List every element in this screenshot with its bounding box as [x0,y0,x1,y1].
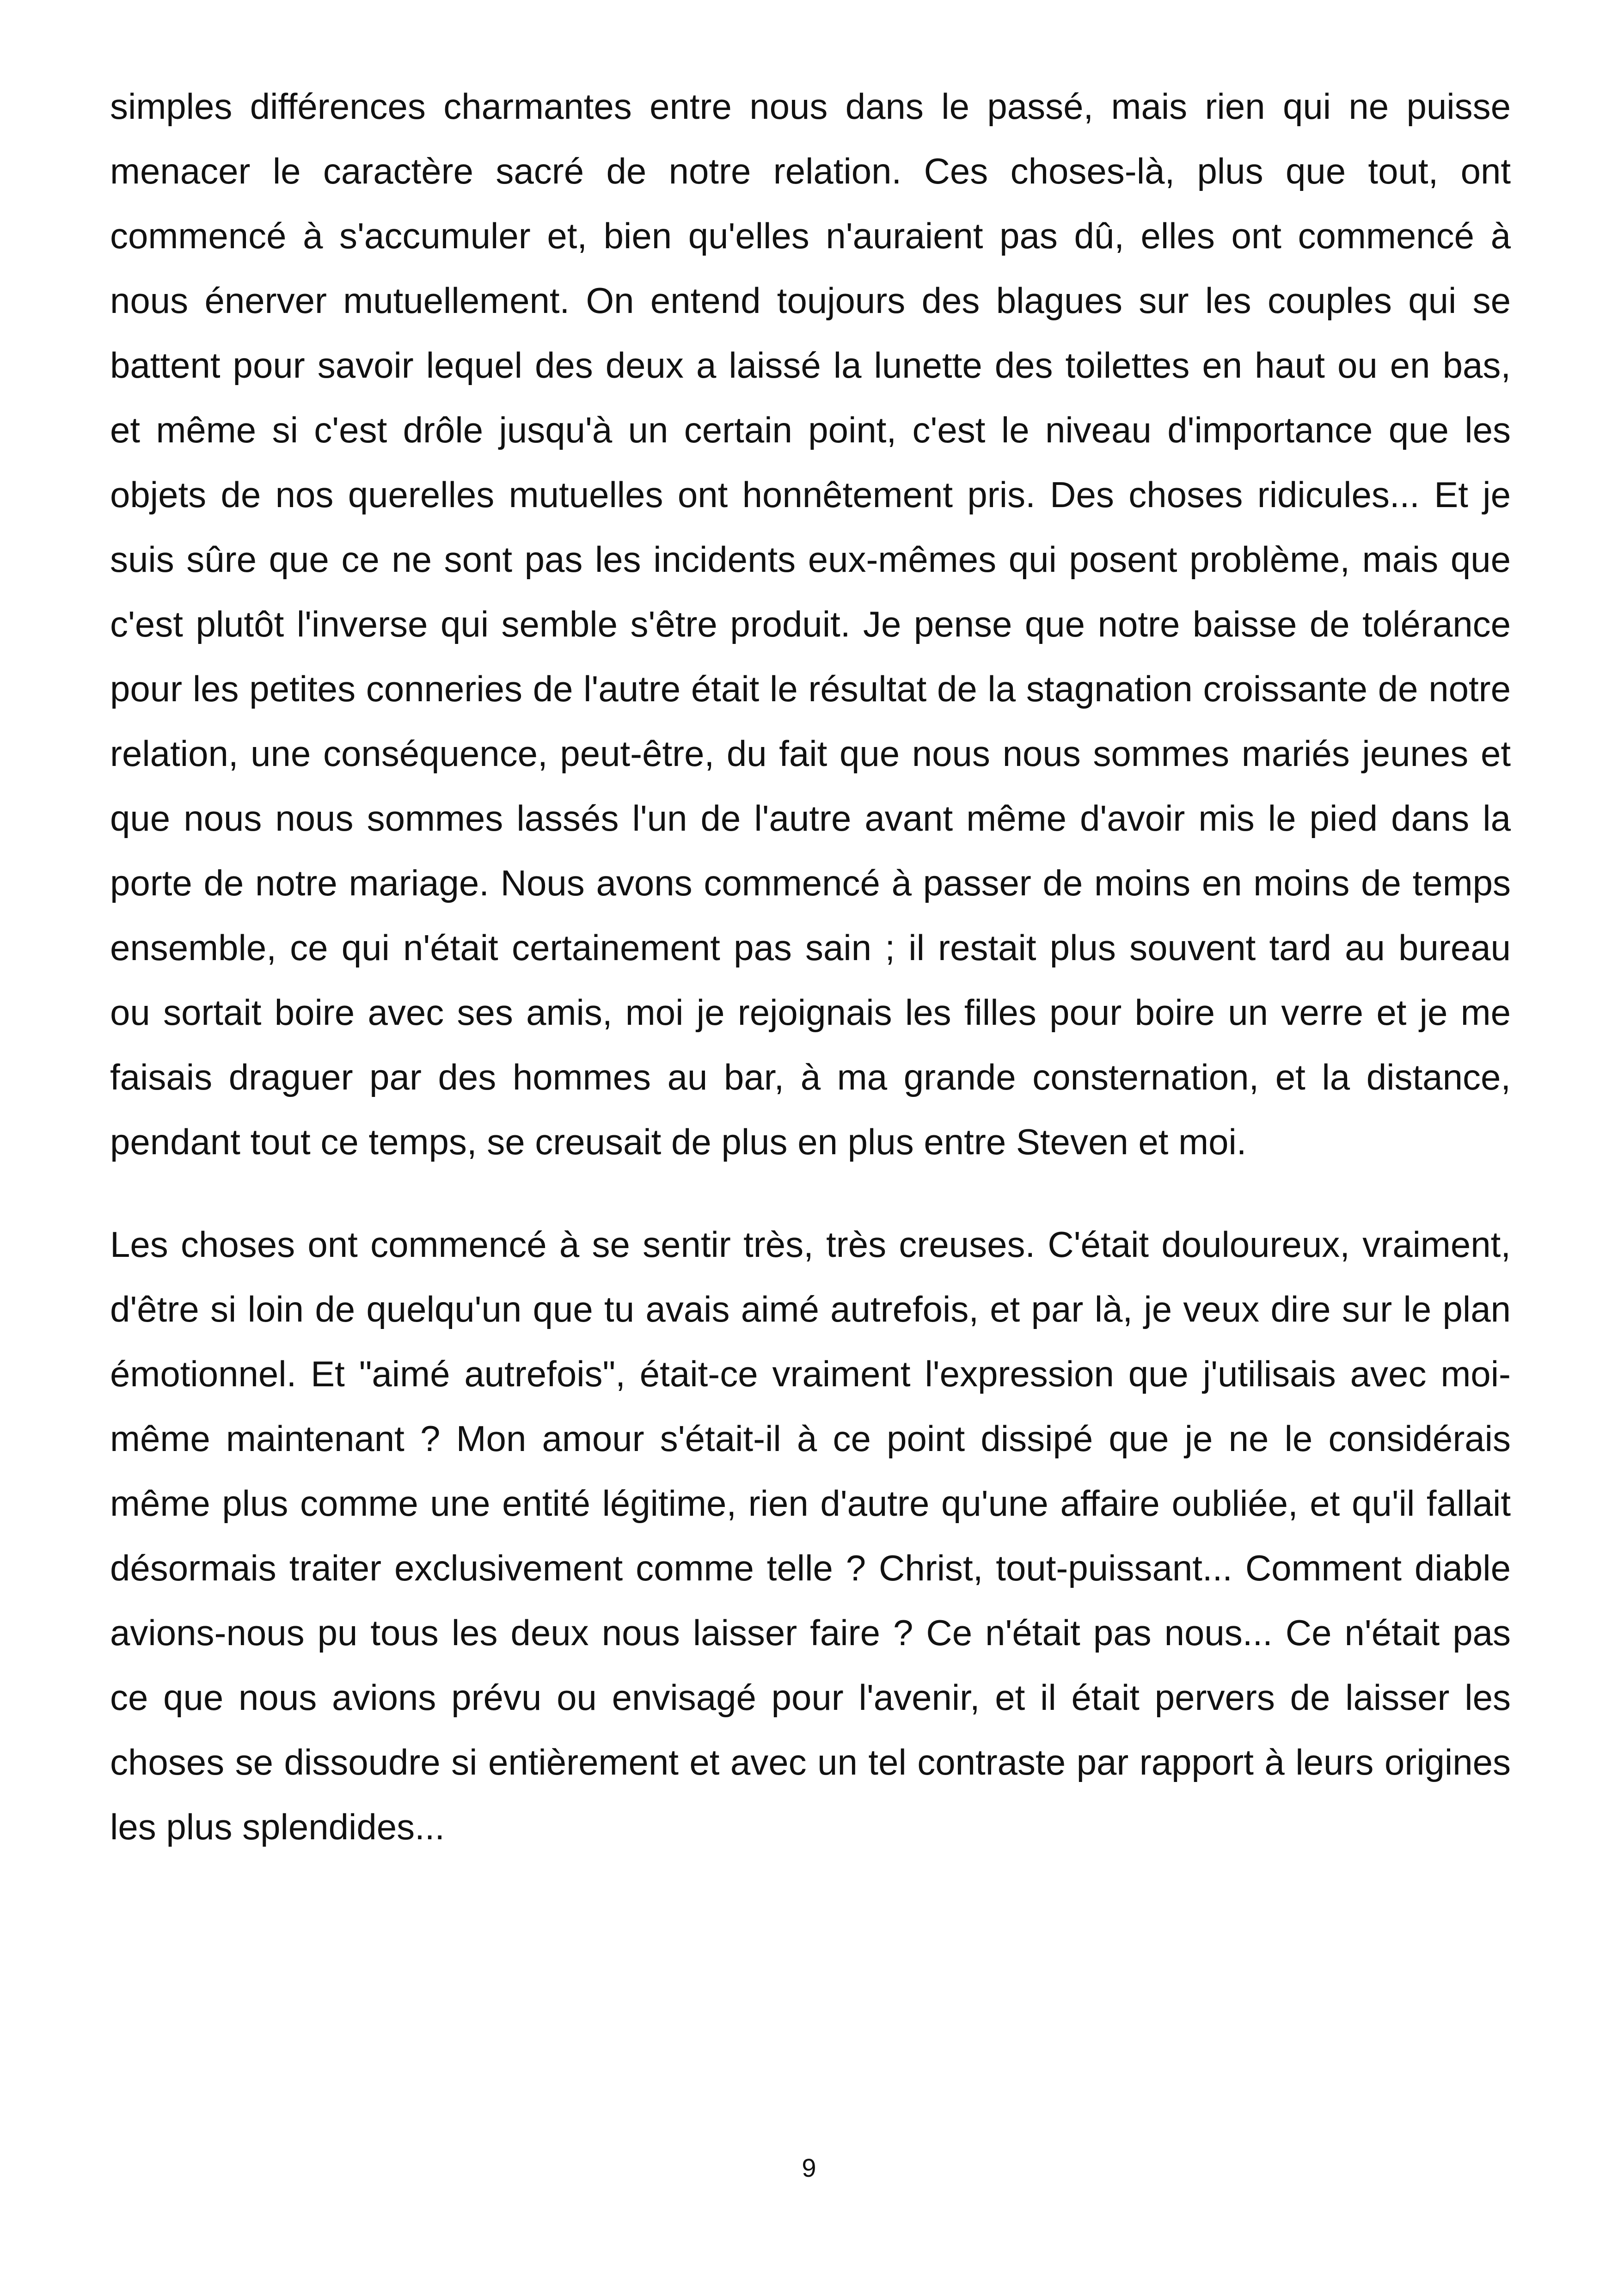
paragraph-2: Les choses ont commencé à se sentir très, très creuses. C'était douloureux, vraiment, d'être si loin de quelqu'un que tu avais aimé autrefois, et par là, je veux dire sur le plan émotionnel. Et "aimé autrefois", était-ce vraiment l'expression que j'utilisais avec moi-même maintenant ? Mon amour s'était-il à ce point dissipé que je ne le considérais même plus comme une entité légitime, rien d'autre qu'une affaire oubliée, et qu'il fallait désormais traiter exclusivement comme telle ? Christ, tout-puissant... Comment diable avions-nous pu tous les deux nous laisser faire ? Ce n'était pas nous... Ce n'était pas ce que nous avions prévu ou envisagé pour l'avenir, et il était pervers de laisser les choses se dissoudre si entièrement et avec un tel contraste par rapport à leurs origines les plus splendides... [110,1224,1511,1847]
document-body [110,74,1511,1859]
page-number: 9 [802,2153,816,2182]
paragraph-1: simples différences charmantes entre nous dans le passé, mais rien qui ne puisse menacer le caractère sacré de notre relation. Ces choses-là, plus que tout, ont commencé à s'accumuler et, bien qu'elles n'auraient pas dû, elles ont commencé à nous énerver mutuellement. On entend toujours des blagues sur les couples qui se battent pour savoir lequel des deux a laissé la lunette des toilettes en haut ou en bas, et même si c'est drôle jusqu'à un certain point, c'est le niveau d'importance que les objets de nos querelles mutuelles ont honnêtement pris. Des choses ridicules... Et je suis sûre que ce ne sont pas les incidents eux-mêmes qui posent problème, mais que c'est plutôt l'inverse qui semble s'être produit. Je pense que notre baisse de tolérance pour les petites conneries de l'autre était le résultat de la stagnation croissante de notre relation, une conséquence, peut-être, du fait que nous nous sommes mariés jeunes et que nous nous sommes lassés l'un de l'autre avant même d'avoir mis le pied dans la porte de notre mariage. Nous avons commencé à passer de moins en moins de temps ensemble, ce qui n'était certainement pas sain ; il restait plus souvent tard au bureau ou sortait boire avec ses amis, moi je rejoignais les filles pour boire un verre et je me faisais draguer par des hommes au bar, à ma grande consternation, et la distance, pendant tout ce temps, se creusait de plus en plus entre Steven et moi. [110,86,1511,1162]
